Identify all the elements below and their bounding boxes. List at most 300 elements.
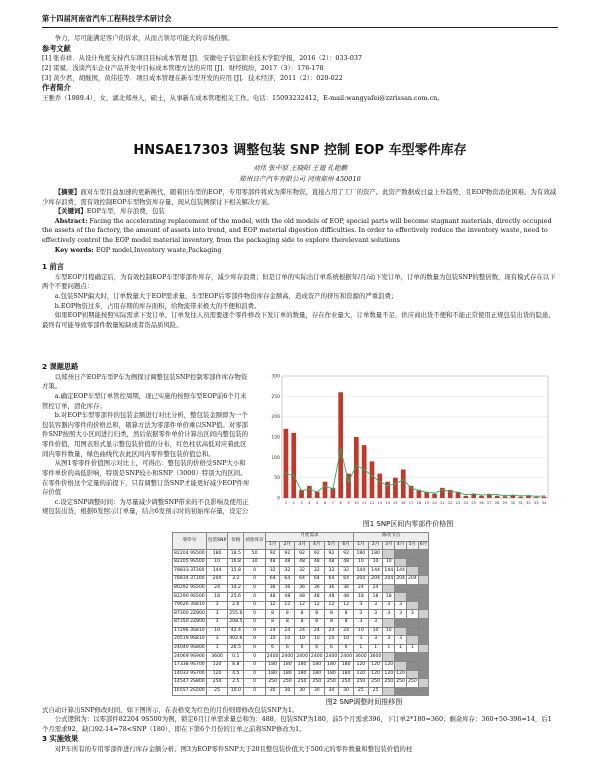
x-tick-label: 11 xyxy=(361,501,367,505)
snp-node-cell: 3 xyxy=(383,601,395,610)
table-cell: 82290 9S500 xyxy=(173,593,207,602)
month-value-cell: 180 xyxy=(309,661,324,670)
table-header: 零件号 xyxy=(173,533,207,550)
x-tick-label: 33 xyxy=(533,501,539,505)
header-rule xyxy=(42,27,558,28)
table-row xyxy=(173,567,429,576)
x-tick-label: 34 xyxy=(541,501,547,505)
month-value-cell: 48 xyxy=(280,593,295,602)
snp-node-cell: 18 xyxy=(354,593,369,602)
line-point xyxy=(473,493,475,495)
bar-mark xyxy=(393,478,398,498)
month-value-cell: 180 xyxy=(265,661,280,670)
snp-node-cell xyxy=(395,661,407,670)
snp-node-cell xyxy=(406,584,418,593)
x-tick-label: 24 xyxy=(463,501,469,505)
month-value-cell: 8 xyxy=(265,610,280,619)
month-value-cell: 250 xyxy=(280,679,295,688)
month-value-cell: 180 xyxy=(324,661,339,670)
table-row xyxy=(173,618,429,627)
abstract-cn-label: 【摘要】 xyxy=(54,188,81,196)
y-tick-label: 300 xyxy=(271,374,280,380)
table-cell: 3600 xyxy=(206,653,227,662)
line-point xyxy=(332,488,334,490)
line-point xyxy=(348,481,350,483)
line-point xyxy=(363,469,365,471)
x-tick-label: 2 xyxy=(292,501,295,505)
x-tick-label: 30 xyxy=(510,501,516,505)
month-value-cell: 10 xyxy=(339,636,354,645)
x-tick-label: 14 xyxy=(385,501,390,505)
month-value-cell: 180 xyxy=(280,661,295,670)
snp-node-cell: 180 xyxy=(368,550,383,559)
snp-node-cell: 144 xyxy=(354,567,369,576)
sec2-item-a: a.确定EOP车型订单管控周期，现已实施的按照车型EOP前6个月来管控订单，清化库存； xyxy=(42,392,247,410)
section-1 xyxy=(42,262,558,330)
snp-node-cell: 120 xyxy=(368,670,383,679)
abstract-en-text: Facing the accelerating replacement of the model, with the old models of EOP, special parts will become stagnant materials, directly occupied the assets of the factory, the amount of assets into trend, and EOP material digestion difficulties. In order to effectively reduce the inventory waste, need to effectively control the EOP model material inventory, from the packaging side to explore therelevant solutions xyxy=(42,216,552,245)
snp-node-cell: 10 xyxy=(383,627,395,636)
bar-mark xyxy=(503,496,508,498)
month-value-cell: 24 xyxy=(309,627,324,636)
month-value-cell: 30 xyxy=(339,687,354,696)
line-point xyxy=(488,493,490,495)
y-tick-label: 0 xyxy=(277,496,280,502)
snp-node-cell: 10 xyxy=(354,627,369,636)
snp-node-cell: 24 xyxy=(354,584,369,593)
table-cell: 8.8 xyxy=(228,661,244,670)
snp-node-cell: 250 xyxy=(354,679,369,688)
table-cell: 26.5 xyxy=(228,644,244,653)
month-header: 5月 xyxy=(324,541,339,550)
bar-mark xyxy=(291,433,296,498)
snp-node-cell xyxy=(395,653,407,662)
month-value-cell: 92 xyxy=(309,550,324,559)
table-cell: 4.5 xyxy=(228,670,244,679)
line-point xyxy=(379,481,381,483)
table-cell: 120 xyxy=(206,670,227,679)
snp-node-cell: 1 xyxy=(383,644,395,653)
sec2-item-b: b.对EOP车型零部件的包装金额进行对比分析，整包装金额即为一个包装容器内零件的价格总和，剔算方法为零部件单价乘以SNP值。对零部件SNP按照大小区间进行归类，然后依据零件单价计算出区间内整包装的零件价值，用图表形式显示整包装价值的分布，红色柱状高低对应着此区间内零件数量，绿色曲线代表此区间内零件整包装价值总和。 xyxy=(42,411,248,458)
month-value-cell: 64 xyxy=(295,575,310,584)
x-tick-label: 29 xyxy=(502,501,508,505)
month-value-cell: 180 xyxy=(295,661,310,670)
month-value-cell: 10 xyxy=(295,636,310,645)
month-value-cell: 48 xyxy=(295,593,310,602)
table-cell: 0 xyxy=(244,575,265,584)
x-tick-label: 22 xyxy=(447,501,453,505)
month-value-cell: 36 xyxy=(295,584,310,593)
keywords-en-label: Key words: xyxy=(54,245,94,254)
table-cell: 87300 2Z800 xyxy=(173,610,207,619)
snp-node-cell xyxy=(383,550,395,559)
table-cell: 14547 2S800 xyxy=(173,679,207,688)
line-point xyxy=(395,483,397,485)
month-value-cell: 6 xyxy=(309,644,324,653)
keywords-en xyxy=(42,246,558,256)
month-value-cell: 36 xyxy=(280,584,295,593)
table-header-group: 月度需求 xyxy=(265,533,353,542)
snp-node-cell: 204 xyxy=(354,575,369,584)
x-tick-label: 21 xyxy=(440,501,445,505)
month-value-cell: 92 xyxy=(339,550,354,559)
table-cell: 15.8 xyxy=(228,567,244,576)
month-value-cell: 12 xyxy=(265,601,280,610)
snp-node-cell xyxy=(418,653,429,662)
table-cell: 80292 9S500 xyxy=(173,584,207,593)
bar-mark xyxy=(534,497,539,498)
line-point xyxy=(465,494,467,496)
table-cell: 0 xyxy=(244,679,265,688)
snp-node-cell: 3600 xyxy=(354,653,369,662)
month-value-cell: 6 xyxy=(265,644,280,653)
table-cell: 79626 3S810 xyxy=(173,601,207,610)
snp-node-cell: 3 xyxy=(368,610,383,619)
snp-node-cell: 10 xyxy=(383,558,395,567)
table-cell: 3 xyxy=(206,618,227,627)
snp-node-cell: 250 xyxy=(383,679,395,688)
sec1-paragraph: 车型EOP月程确定后，为有效控制EOP车型零部件库存，减少库存浪费；但是订单的实际出订单系统根据年/月/动下发订单，订单的数量为包装SNP的整倍数，现有模式存在以下两个不要问题点： xyxy=(42,272,556,291)
month-value-cell: 48 xyxy=(324,558,339,567)
x-tick-label: 9 xyxy=(347,501,350,505)
snp-node-cell xyxy=(406,618,418,627)
month-value-cell: 36 xyxy=(339,584,354,593)
snp-node-cell: 144 xyxy=(368,567,383,576)
table-cell: 3 xyxy=(206,601,227,610)
month-value-cell: 48 xyxy=(309,558,324,567)
snp-node-cell: 204 xyxy=(368,575,383,584)
month-value-cell: 48 xyxy=(280,558,295,567)
table-cell: 3.2 xyxy=(228,575,244,584)
snp-node-cell xyxy=(406,593,418,602)
line-point xyxy=(418,490,420,492)
x-tick-label: 26 xyxy=(479,501,484,505)
line-point xyxy=(504,495,506,497)
snp-node-cell: 144 xyxy=(383,567,395,576)
table-cell: 14.2 xyxy=(228,584,244,593)
x-tick-label: 12 xyxy=(369,501,375,505)
line-point xyxy=(434,492,436,494)
table-cell: 25.6 xyxy=(228,593,244,602)
snp-node-cell: 3 xyxy=(354,601,369,610)
month-value-cell: 8 xyxy=(280,618,295,627)
month-value-cell: 250 xyxy=(295,679,310,688)
month-value-cell: 2400 xyxy=(295,653,310,662)
snp-node-cell: 120 xyxy=(354,670,369,679)
sec2-paragraph-3: 式自动计算出SNP修改时间，如下图所示，在表格变为红色的月份则即修改包装SNP为1。 xyxy=(42,706,299,714)
table-cell: 0.1 xyxy=(228,653,244,662)
snp-node-cell: 10 xyxy=(368,558,383,567)
table-row xyxy=(173,653,429,662)
keywords-cn-text: EOP车型，库存浪费，包装 xyxy=(86,207,165,216)
table-cell: 50 xyxy=(244,550,265,559)
table-cell: 87350 2Z800 xyxy=(173,618,207,627)
snp-node-cell: 120 xyxy=(383,661,395,670)
snp-node-cell: 18 xyxy=(383,593,395,602)
x-tick-label: 1 xyxy=(284,501,288,505)
table-header: 价格 xyxy=(228,533,244,550)
table-cell: 16557 2S500 xyxy=(173,687,207,696)
snp-node-cell xyxy=(418,575,429,584)
line-point xyxy=(371,475,373,477)
table-cell: 17296 3S810 xyxy=(173,627,207,636)
snp-node-cell xyxy=(418,558,429,567)
snp-node-cell: 204 xyxy=(406,575,418,584)
prev-article-tail: 争力，尽可能满足客户的诉求，从而占领尽可能大的市场份额。 xyxy=(54,34,234,42)
line-point xyxy=(355,465,357,467)
table-cell: 255.6 xyxy=(228,610,244,619)
snp-node-cell: 1 xyxy=(354,644,369,653)
table-row xyxy=(173,575,429,584)
month-value-cell: 30 xyxy=(280,687,295,696)
month-value-cell: 32 xyxy=(324,567,339,576)
table-body xyxy=(173,550,429,696)
table-row xyxy=(173,636,429,645)
table-cell: 25 xyxy=(206,687,227,696)
abstract-en-label: Abstract: xyxy=(54,216,88,225)
figure-2-table xyxy=(172,532,429,696)
snp-node-cell: 120 xyxy=(354,661,369,670)
snp-node-cell: 3 xyxy=(368,618,383,627)
sec2-formula: 公式逻辑为：以零部件82204 9S500为例，锁定6月订单需求量总和为：488，包装SNP为180，前5个月需求396，下订单2*180=360；剩余库存：360+50-396=14，后1个月需求92，缺口92-14=78<SNP（180），即在下第6个月份的订单之前将SNP修改为1。 xyxy=(42,715,552,733)
table-cell: 0 xyxy=(244,687,265,696)
snp-node-cell: 10 xyxy=(368,627,383,636)
table-cell: 18 xyxy=(206,593,227,602)
snp-node-cell xyxy=(395,550,407,559)
month-value-cell: 24 xyxy=(265,627,280,636)
line-point xyxy=(301,490,303,492)
table-row xyxy=(173,584,429,593)
month-value-cell: 48 xyxy=(265,593,280,602)
table-cell: 24069 9S900 xyxy=(173,653,207,662)
month-value-cell: 2400 xyxy=(280,653,295,662)
x-tick-label: 25 xyxy=(471,501,476,505)
snp-node-cell: 120 xyxy=(383,670,395,679)
month-value-cell: 8 xyxy=(324,610,339,619)
paper-title: HNSAE17303 调整包装 SNP 控制 EOP 车型零件库存 xyxy=(133,143,467,158)
bar-mark xyxy=(542,497,547,498)
line-point xyxy=(535,495,537,497)
table-cell: 0 xyxy=(244,670,265,679)
snp-node-cell xyxy=(418,601,429,610)
table-cell: 0 xyxy=(244,567,265,576)
snp-node-cell: 3 xyxy=(406,610,418,619)
bar-mark xyxy=(495,496,500,498)
table-cell: 0 xyxy=(244,610,265,619)
table-cell: 0 xyxy=(244,636,265,645)
snp-node-cell xyxy=(383,584,395,593)
month-value-cell: 64 xyxy=(265,575,280,584)
line-point xyxy=(402,479,404,481)
table-cell: 3 xyxy=(206,610,227,619)
snp-node-cell xyxy=(395,627,407,636)
table-header: 初始库存 xyxy=(244,533,265,550)
table-cell: 10.0 xyxy=(228,687,244,696)
table-cell: 18.5 xyxy=(228,550,244,559)
snp-node-cell: 3 xyxy=(354,618,369,627)
month-value-cell: 36 xyxy=(324,584,339,593)
month-value-cell: 48 xyxy=(339,558,354,567)
month-value-cell: 8 xyxy=(339,610,354,619)
snp-node-cell xyxy=(383,618,395,627)
snp-node-cell: 3 xyxy=(368,601,383,610)
sec1-item-a: a.包装SNP偏大时，订单数量大于EOP需求量，车型EOP后零部件物资库存金额高，造成资产的挤压和资源的严重浪费； xyxy=(54,292,398,301)
month-value-cell: 12 xyxy=(339,601,354,610)
x-tick-label: 31 xyxy=(518,501,523,505)
month-header: 4月 xyxy=(395,541,407,550)
reference-item: [2] 雷斌．浅谈汽车企业产品开发中目标成本管理方法的应用 [J]．财经缤纷，2017（3）：176-178 xyxy=(42,64,324,73)
table-row xyxy=(173,661,429,670)
keywords-cn xyxy=(42,207,558,217)
sec1-item-b: b.EOP物资过多，占用存期的库存面积，给物流带来极大的不便和浪费。 xyxy=(54,301,261,310)
figure-2-table-wrap xyxy=(172,532,556,696)
line-point xyxy=(481,494,483,496)
table-cell: 144 xyxy=(206,567,227,576)
line-point xyxy=(512,494,514,496)
month-value-cell: 24 xyxy=(280,627,295,636)
month-value-cell: 30 xyxy=(265,687,280,696)
x-tick-label: 17 xyxy=(408,501,414,505)
x-tick-label: 7 xyxy=(331,501,335,505)
snp-node-cell: 204 xyxy=(383,575,395,584)
bar-mark xyxy=(362,445,367,498)
month-header: 4月 xyxy=(309,541,324,550)
line-point xyxy=(324,485,326,487)
reference-item: [1] 张春祥．从设计角度支持汽车项目目标成本管理 [J]．安徽电子信息职业技术学院学报，2016（2）：033-037 xyxy=(42,54,362,63)
table-row xyxy=(173,601,429,610)
paper-authors: 刘伟 张中原 王晓阳 王翅 孔艳鹏 xyxy=(252,164,348,172)
snp-node-cell: 120 xyxy=(368,661,383,670)
journal-header: 第十四届河南省汽车工程科技学术研讨会 xyxy=(42,14,172,23)
table-cell: 42.4 xyxy=(228,627,244,636)
abstract-cn xyxy=(42,188,558,207)
x-tick-label: 3 xyxy=(300,501,303,505)
line-point xyxy=(520,495,522,497)
month-header: 6月 xyxy=(418,541,429,550)
line-point xyxy=(308,488,310,490)
x-tick-label: 32 xyxy=(526,501,531,505)
bar-mark xyxy=(307,486,312,498)
month-value-cell: 180 xyxy=(265,670,280,679)
y-tick-label: 150 xyxy=(271,435,280,441)
month-value-cell: 2400 xyxy=(339,653,354,662)
month-value-cell: 10 xyxy=(324,636,339,645)
snp-node-cell xyxy=(418,550,429,559)
month-value-cell: 10 xyxy=(309,636,324,645)
line-point xyxy=(441,489,443,491)
table-cell: 0 xyxy=(244,661,265,670)
table-cell: 20519 9S810 xyxy=(173,636,207,645)
line-point xyxy=(410,487,412,489)
snp-node-cell xyxy=(418,636,429,645)
x-tick-label: 27 xyxy=(487,501,492,505)
table-cell: 204 xyxy=(206,575,227,584)
line-point xyxy=(543,495,545,497)
bar-mark xyxy=(346,474,351,498)
table-row xyxy=(173,627,429,636)
line-point xyxy=(285,473,287,475)
month-value-cell: 32 xyxy=(295,567,310,576)
month-value-cell: 32 xyxy=(309,567,324,576)
month-header: 2月 xyxy=(280,541,295,550)
month-value-cell: 180 xyxy=(339,670,354,679)
snp-node-cell xyxy=(383,687,395,696)
snp-node-cell xyxy=(418,610,429,619)
table-cell: 78833 3T300 xyxy=(173,567,207,576)
month-value-cell: 30 xyxy=(295,687,310,696)
line-point xyxy=(316,491,318,493)
month-header: 1月 xyxy=(265,541,280,550)
snp-node-cell xyxy=(418,644,429,653)
table-cell: 180 xyxy=(206,550,227,559)
line-point xyxy=(387,485,389,487)
snp-node-cell xyxy=(418,687,429,696)
month-value-cell: 10 xyxy=(265,636,280,645)
snp-node-cell xyxy=(395,558,407,567)
table-row xyxy=(173,558,429,567)
section-2-formula-block xyxy=(42,715,558,755)
month-header: 1月 xyxy=(354,541,369,550)
snp-node-cell xyxy=(406,550,418,559)
snp-node-cell xyxy=(395,584,407,593)
month-header: 6月 xyxy=(339,541,354,550)
snp-node-cell xyxy=(383,653,395,662)
author-heading: 作者简介 xyxy=(42,83,71,93)
x-tick-label: 8 xyxy=(339,501,342,505)
snp-node-cell: 10 xyxy=(354,558,369,567)
snp-node-cell: 18 xyxy=(368,593,383,602)
month-value-cell: 6 xyxy=(280,644,295,653)
table-cell: 78834 3T300 xyxy=(173,575,207,584)
x-tick-label: 10 xyxy=(354,501,359,505)
month-value-cell: 92 xyxy=(324,550,339,559)
month-value-cell: 32 xyxy=(280,567,295,576)
month-value-cell: 2400 xyxy=(309,653,324,662)
snp-node-cell: 3 xyxy=(395,601,407,610)
month-value-cell: 6 xyxy=(339,644,354,653)
table-row xyxy=(173,679,429,688)
table-cell: 0 xyxy=(244,627,265,636)
x-tick-label: 20 xyxy=(432,501,437,505)
month-value-cell: 180 xyxy=(295,670,310,679)
month-value-cell: 8 xyxy=(309,618,324,627)
x-tick-label: 16 xyxy=(400,501,406,505)
abstract-en xyxy=(42,217,558,246)
month-header: 3月 xyxy=(295,541,310,550)
table-row xyxy=(173,593,429,602)
table-cell: 24040 9S800 xyxy=(173,644,207,653)
snp-node-cell xyxy=(395,618,407,627)
snp-node-cell xyxy=(395,687,407,696)
line-point xyxy=(293,475,295,477)
figure-1-chart xyxy=(260,368,556,516)
month-value-cell: 6 xyxy=(295,644,310,653)
line-point xyxy=(449,491,451,493)
abstract-cn-text: 面对车型目益加速的更新换代，随着旧车型的EOP，专用零部件将成为滞压物资，直接占用了工厂的资产。此资产数据成日益上升趋势，且EOP物资消化困难。为有效减少库存浪费，需有效控制EOP车型物资库存量，现从包装侧探讨下相关解决方案。 xyxy=(42,188,557,206)
sec2-heading: 2 课题思路 xyxy=(42,362,79,371)
y-tick-label: 50 xyxy=(274,476,280,482)
author-bio: 王雅乔（1989.4），女，湖北郑州人，硕士，从事新车成本管理相关工作。电话：15093232412，E-mail:wangyafei@zzrissan.com.cn。 xyxy=(42,94,444,103)
month-value-cell: 92 xyxy=(265,550,280,559)
snp-node-cell xyxy=(406,670,418,679)
table-cell: 0 xyxy=(244,644,265,653)
sec1-heading: 1 前言 xyxy=(42,262,64,271)
bar-mark xyxy=(377,474,382,498)
line-point xyxy=(426,491,428,493)
section-2-left xyxy=(42,362,252,517)
month-value-cell: 32 xyxy=(265,567,280,576)
x-tick-label: 23 xyxy=(455,501,461,505)
